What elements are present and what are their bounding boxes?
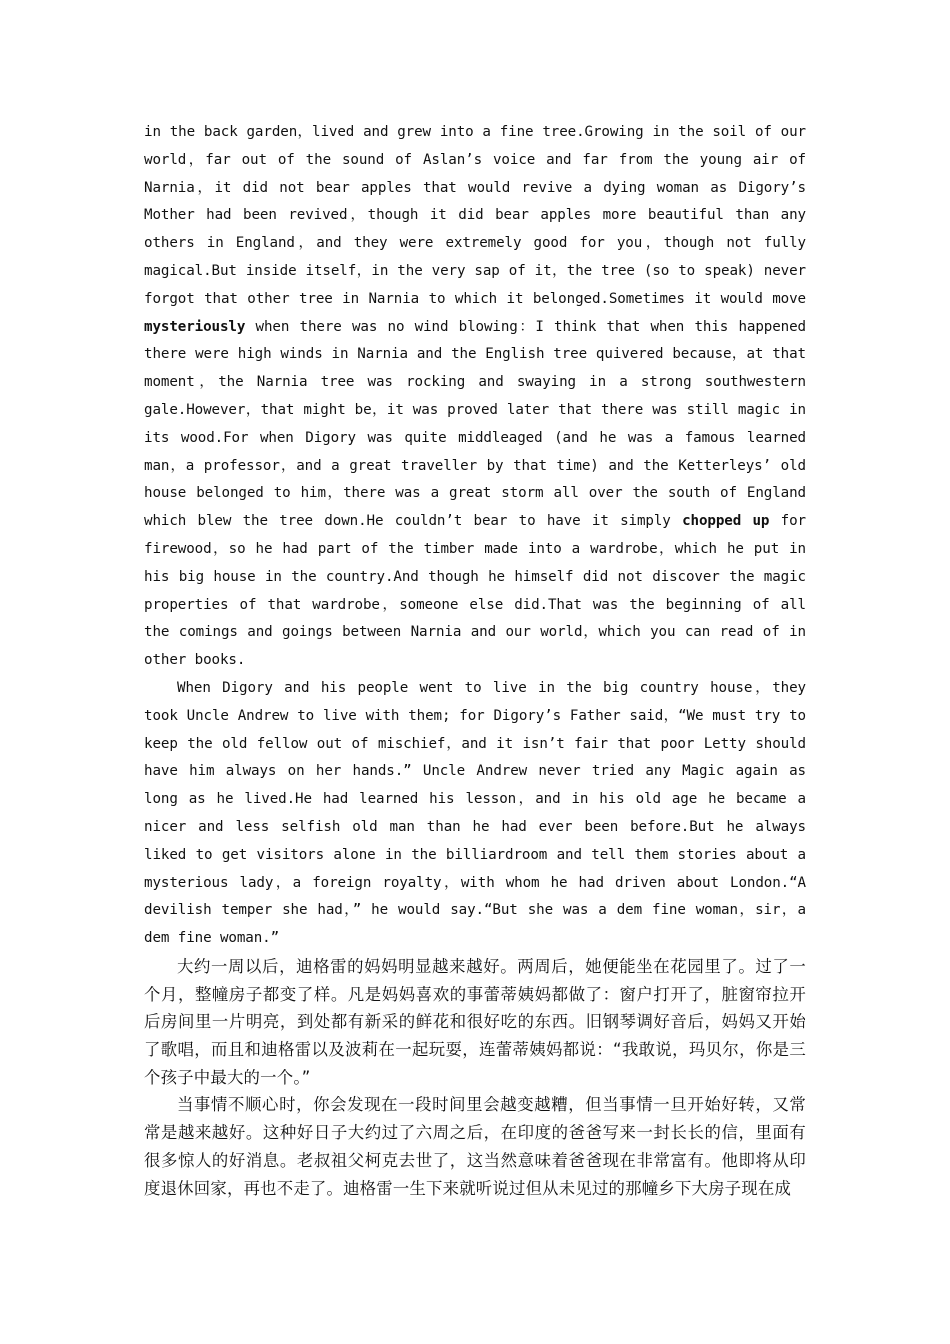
bold-term-mysteriously: mysteriously	[144, 318, 246, 335]
text-run: 大约一周以后，迪格雷的妈妈明显越来越好。两周后，她便能坐在花园里了。过了一个月，整幢房子都变了样。凡是妈妈喜欢的事蕾蒂姨妈都做了：窗户打开了，脏窗帘拉开后房间里一片明亮，到处都有新采的鲜花和很好吃的东西。旧钢琴调好音后，妈妈又开始了歌唱，而且和迪格雷以及波莉在一起玩耍，连蕾蒂姨妈都说：“我敢说，玛贝尔，你是三个孩子中最大的一个。”	[144, 956, 806, 1087]
text-run: in the back garden，lived and grew into a fine tree.Growing in the soil of our world，far out of the sound of Aslan’s voice and far from the young air of Narnia，it did not bear apples that would revive a dying woman as Digory’s Mother had been revived，though it did bear apples more beautiful than any others in England，and they were extremely good for you，though not fully magical.But inside itself，in the very sap of it，the tree (so to speak) never forgot that other tree in Narnia to which it belonged.Sometimes it would move	[144, 124, 806, 307]
paragraph-chinese-1	[144, 953, 806, 1092]
bold-term-chopped-up: chopped up	[682, 513, 770, 530]
text-run: When Digory and his people went to live in the big country house，they took Uncle Andrew to live with them; for Digory’s Father said，“We must try to keep the old fellow out of mischief，and it isn’t fair that poor Letty should have him always on her hands.” Uncle Andrew never tried any Magic again as long as he lived.He had learned his lesson，and in his old age he became a nicer and less selfish old man than he had ever been before.But he always liked to get visitors alone in the billiardroom and tell them stories about a mysterious lady，a foreign royalty，with whom he had driven about London.“A devilish temper she had，” he would say.“But she was a dem fine woman，sir，a dem fine woman.”	[144, 679, 806, 947]
paragraph-chinese-2	[144, 1091, 806, 1202]
text-run: 当事情不顺心时，你会发现在一段时间里会越变越糟，但当事情一旦开始好转，又常常是越来越好。这种好日子大约过了六周之后，在印度的爸爸写来一封长长的信，里面有很多惊人的好消息。老叔祖父柯克去世了，这当然意味着爸爸现在非常富有。他即将从印度退休回家，再也不走了。迪格雷一生下来就听说过但从未见过的那幢乡下大房子现在成	[144, 1095, 806, 1198]
document-page	[144, 119, 806, 1202]
text-run: when there was no wind blowing：I think that when this happened there were high winds in Narnia and the English tree quivered because，at that moment，the Narnia tree was rocking and swaying in a strong southwestern gale.However，that might be，it was proved later that there was still magic in its wood.For when Digory was quite middleaged (and he was a famous learned man，a professor，and a great traveller by that time) and the Ketterleys’ old house belonged to him，there was a great storm all over the south of England which blew the tree down.He couldn’t bear to have it simply	[144, 318, 806, 530]
paragraph-english-2	[144, 675, 806, 953]
text-run: for firewood，so he had part of the timber made into a wardrobe，which he put in his big house in the country.And though he himself did not discover the magic properties of that wardrobe，someone else did.That was the beginning of all the comings and goings between Narnia and our world，which you can read of in other books.	[144, 513, 806, 669]
paragraph-english-1	[144, 119, 806, 675]
